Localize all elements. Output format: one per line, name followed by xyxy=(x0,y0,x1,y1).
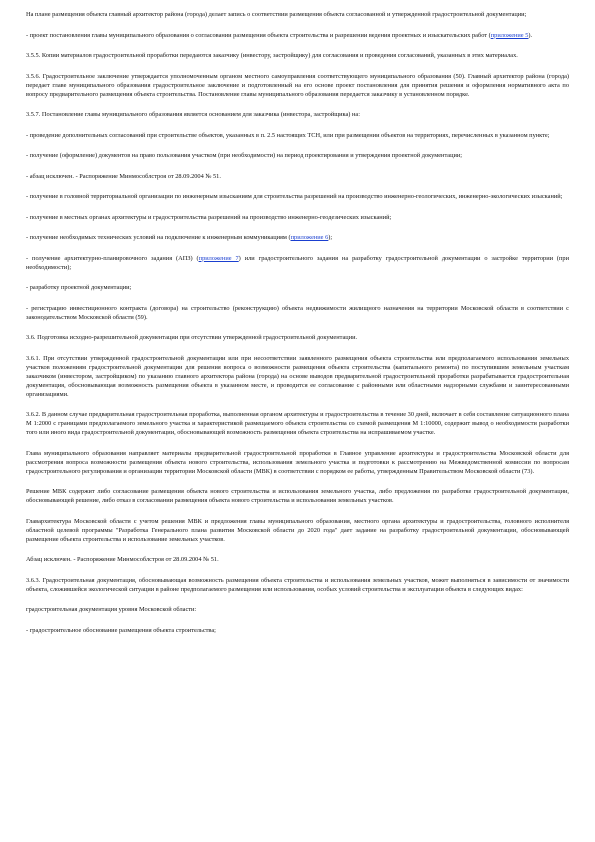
paragraph xyxy=(26,304,569,322)
paragraph-text: - получение архитектурно-планировочного задания (АПЗ) ( xyxy=(26,254,199,262)
appendix-link[interactable]: приложение 5 xyxy=(490,31,529,39)
paragraph-text: - проект постановления главы муниципального образования о согласовании размещения объекта строительства и разрешении ведения проектных и изыскательских работ ( xyxy=(26,31,491,39)
paragraph-text: ); xyxy=(328,234,333,241)
paragraph xyxy=(26,151,569,160)
paragraph xyxy=(26,131,569,140)
paragraph xyxy=(26,213,569,222)
paragraph-text: 3.5.7. Постановление главы муниципального образования является основанием для заказчика (инвестора, застройщика) на: xyxy=(26,111,360,118)
paragraph-text: - разработку проектной документации; xyxy=(26,284,132,291)
paragraph-text: Решение МВК содержит либо согласование размещения объекта нового строительства и использования земельного участка, либо предложения по разработке градостроительной документации, обосновывающей решение, либо отказ в согласовании размещения объекта нового строительства и использования земельных участков. xyxy=(26,488,569,504)
paragraph-text: градостроительная документация уровня Московской области: xyxy=(26,606,197,613)
paragraph-text: - абзац исключен. - Распоряжение Минмособлстроя от 28.09.2004 № 51. xyxy=(26,172,221,180)
paragraph xyxy=(26,31,569,40)
paragraph xyxy=(26,517,569,544)
paragraph xyxy=(26,626,569,635)
paragraph-text: На плане размещения объекта главный архитектор района (города) делает запись о соответствии размещения объекта согласованной и утвержденной градостроительной документации; xyxy=(26,11,527,18)
paragraph xyxy=(26,10,569,19)
paragraph-text: Абзац исключен. - Распоряжение Минмособлстроя от 28.09.2004 № 51. xyxy=(26,556,219,563)
paragraph xyxy=(26,283,569,292)
paragraph-text: - получение необходимых технических условий на подключение к инженерным коммуникациям ( xyxy=(26,234,291,241)
paragraph-text: 3.6. Подготовка исходно-разрешительной документации при отсутствии утвержденной градостроительной документации. xyxy=(26,334,358,341)
paragraph xyxy=(26,576,569,594)
paragraph xyxy=(26,51,569,60)
paragraph-text: ) или градостроительного задания на разработку градостроительной документации о застройке территории (при необходимости); xyxy=(26,254,569,271)
paragraph xyxy=(26,555,569,564)
paragraph xyxy=(26,110,569,119)
paragraph xyxy=(26,172,569,181)
appendix-link[interactable]: приложение 6 xyxy=(290,234,329,241)
paragraph-text: 3.5.5. Копии материалов градостроительной проработки передаются заказчику (инвестору, застройщику) для согласования и проведения согласований, указанных в этих материалах. xyxy=(26,52,518,59)
paragraph xyxy=(26,605,569,614)
paragraph xyxy=(26,72,569,99)
paragraph-text: 3.5.6. Градостроительное заключение утверждается уполномоченным органом местного самоуправления соответствующего муниципального образования (50). Главный архитектор района (города) передает главе муниципального образования градостроительное заключение и подготовленный на его основе проект постановления для принятия решения и оформления нормативного акта по вопросу предварительного размещения объекта строительства. Постановление главы муниципального образования передается заказчику в установленном порядке. xyxy=(26,72,569,98)
paragraph xyxy=(26,354,569,399)
paragraph-text: - получение в головной территориальной организации по инженерным изысканиям для строительства разрешений на производство инженерно-геологических, инженерно-экологических изысканий; xyxy=(26,193,563,200)
paragraph-text: 3.6.1. При отсутствии утвержденной градостроительной документации или при несоответствии заявленного размещения объекта строительства или предполагаемого использования земельных участков положениям градостроительной документации для решения вопроса о возможности размещения объекта строительства (капитального ремонта) по поступившим земельным участкам заказчиком (инвестором, застройщиком) по указанию главного архитектора района (города) на основе выводов предварительной градостроительной проработки разрабатывается градостроительная документация, обосновывающая возможность размещения объекта в указанном месте, и проводится ее согласование с районными или областными надзорными службами и заинтересованными организациями. xyxy=(26,354,569,398)
paragraph-text: - проведение дополнительных согласований при строительстве объектов, указанных в п. 2.5 настоящих ТСН, или при размещении объектов на территориях, перечисленных в указанном пункте; xyxy=(26,131,550,139)
paragraph-text: 3.6.3. Градостроительная документация, обосновывающая возможность размещения объекта строительства и использования земельных участков, может выполняться в зависимости от значимости объекта, сложившейся экологической ситуации в районе предполагаемого размещения или использования, особых условий строительства и эксплуатации объекта в следующих видах: xyxy=(26,576,569,593)
paragraph-text: - получение в местных органах архитектуры и градостроительства разрешений на производство инженерно-геодезических изысканий; xyxy=(26,213,392,221)
paragraph-text: ). xyxy=(528,31,533,39)
paragraph xyxy=(26,254,569,272)
paragraph xyxy=(26,333,569,342)
appendix-link[interactable]: приложение 7 xyxy=(198,254,239,262)
paragraph-text: - получение (оформление) документов на право пользования участком (при необходимости) на период проектирования и утверждения проектной документации; xyxy=(26,152,463,159)
paragraph-text: Глава муниципального образования направляет материалы предварительной градостроительной проработки в Главное управление архитектуры и градостроительства Московской области для рассмотрения вопроса возможности размещения объекта нового строительства, использования земельного участка и подготовки к рассмотрению на Межведомственной комиссии по вопросам градостроительного регулирования и организации территории Московской области (МВК) в соответствии с порядком ее работы, утвержденным Правительством Московской области (73). xyxy=(26,449,569,475)
paragraph xyxy=(26,487,569,505)
paragraph xyxy=(26,233,569,242)
paragraph xyxy=(26,449,569,476)
paragraph xyxy=(26,192,569,201)
paragraph xyxy=(26,410,569,437)
paragraph-text: - градостроительное обоснование размещения объекта строительства; xyxy=(26,626,216,634)
paragraph-text: Главархитектура Московской области с учетом решения МВК и предложения главы муниципального образования, местного органа архитектуры и градостроительства, головного исполнителя областной целевой программы "Разработка Генерального плана развития Московской области до 2020 года" дает задание на разработку градостроительной документации, обосновывающей размещение объекта строительства и использование земельных участков. xyxy=(26,517,569,543)
paragraph-text: 3.6.2. В данном случае предварительная градостроительная проработка, выполненная органом архитектуры и градостроительства в течение 30 дней, включает в себя составление ситуационного плана М 1:2000 с границами предполагаемого земельного участка и характеристикой размещаемого объекта строительства со схемой размещения М 1:10000, содержит вывод о необходимости разработки того или иного вида градостроительной документации, обосновывающей возможность размещения объекта строительства на испрашиваемом участке. xyxy=(26,411,569,436)
paragraph-text: - регистрацию инвестиционного контракта (договора) на строительство (реконструкцию) объекта недвижимости жилищного назначения на территории Московской области в соответствии с законодательством Московской области (59). xyxy=(26,304,569,321)
